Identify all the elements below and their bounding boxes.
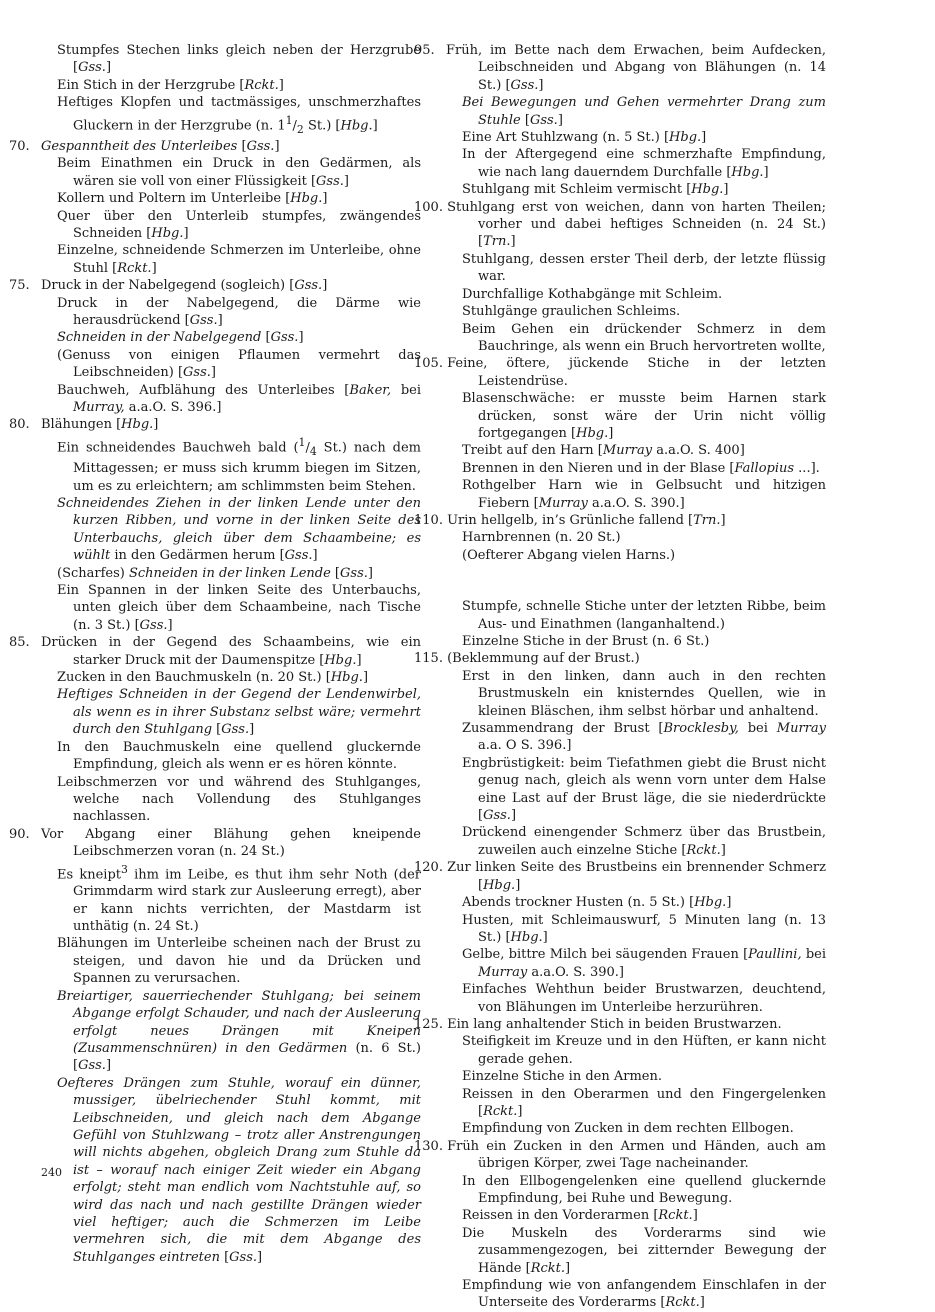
symptom-entry: (Scharfes) Schneiden in der linken Lende [Gss.] — [57, 565, 373, 581]
symptom-entry: Drückend einengender Schmerz über das Brustbein, zuweilen auch einzelne Stiche [Rckt.] — [462, 825, 826, 858]
symptom-entry: In der Aftergegend eine schmerzhafte Empfindung, wie nach lang dauerndem Durchfalle [Hbg.] — [462, 147, 826, 180]
symptom-entry: Bei Bewegungen und Gehen vermehrter Drang zum Stuhle [Gss.] — [462, 95, 826, 128]
symptom-entry: Abends trockner Husten (n. 5 St.) [Hbg.] — [462, 895, 732, 911]
symptom-entry: Einzelne Stiche in der Brust (n. 6 St.) — [462, 634, 710, 649]
symptom-entry: Stumpfe, schnelle Stiche unter der letzten Ribbe, beim Aus- und Einathmen (langanhaltend.) — [462, 599, 826, 632]
symptom-entry: 80. Blähungen [Hbg.] — [9, 417, 159, 433]
entry-number: 115. — [414, 651, 448, 667]
right-column — [414, 42, 827, 1312]
symptom-entry: Zusammendrang der Brust [Brocklesby, bei Murray a.a. O S. 396.] — [462, 721, 827, 754]
symptom-entry: Quer über den Unterleib stumpfes, zwängendes Schneiden [Hbg.] — [57, 208, 421, 241]
symptom-entry: Empfindung wie von anfangendem Einschlafen in der Unterseite des Vorderarms [Rckt.] — [462, 1278, 826, 1311]
symptom-entry: Beim Gehen ein drückender Schmerz in dem Bauchringe, als wenn ein Bruch hervortreten wollte, — [462, 321, 826, 354]
symptom-entry: Bauchweh, Aufblähung des Unterleibes [Baker, bei Murray, a.a.O. S. 396.] — [57, 382, 422, 416]
symptom-entry: Breiartiger, sauerriechender Stuhlgang; bei seinem Abgange erfolgt Schauder, und nach der Ausleerung erfolgt neues Drängen mit Kneipen (Zusammenschnüren) in den Gedärmen (n. 6 St.) [Gss.] — [57, 988, 421, 1074]
section-gap — [446, 564, 826, 598]
symptom-entry: Stuhlgänge graulichen Schleims. — [462, 304, 681, 320]
symptom-entry: Stumpfes Stechen links gleich neben der Herzgrube [Gss.] — [57, 43, 421, 76]
symptom-entry: Heftiges Klopfen und tactmässiges, unschmerzhaftes Gluckern in der Herzgrube (n. $1^1/_2$ St.) [Hbg.] — [57, 95, 421, 136]
symptom-entry: 70. Gespanntheit des Unterleibes [Gss.] — [9, 138, 280, 154]
symptom-entry: (Genuss von einigen Pflaumen vermehrt das Leibschneiden) [Gss.] — [57, 347, 421, 381]
symptom-entry: Harnbrennen (n. 20 St.) — [462, 530, 621, 546]
symptom-entry: 90. Vor Abgang einer Blähung gehen kneipende Leibschmerzen voran (n. 24 St.) — [9, 826, 421, 860]
symptom-entry: Schneiden in der Nabelgegend [Gss.] — [57, 330, 304, 346]
symptom-entry: Es kneipt$^3$ ihm im Leibe, es thut ihm sehr Noth (der Grimmdarm wird stark zur Ausleerung erregt), aber er kann nichts verrichten, der Mastdarm ist unthätig (n. 24 St.) — [57, 862, 421, 935]
symptom-entry: Leibschmerzen vor und während des Stuhlganges, welche nach Vollendung des Stuhlganges nachlassen. — [57, 774, 421, 825]
symptom-entry: 85. Drücken in der Gegend des Schaambeins, wie ein starker Druck mit der Daumenspitze [Hbg.] — [9, 635, 421, 668]
entry-number: 105. — [414, 356, 448, 372]
symptom-entry: 130. Früh ein Zucken in den Armen und Händen, auch am übrigen Körper, zwei Tage nacheinander. — [414, 1138, 826, 1172]
symptom-entry: 100. Stuhlgang erst von weichen, dann von harten Theilen; vorher und dabei heftiges Schneiden (n. 24 St.) [Trn.] — [414, 199, 826, 250]
symptom-entry: Treibt auf den Harn [Murray a.a.O. S. 400] — [462, 443, 745, 459]
symptom-entry: 125. Ein lang anhaltender Stich in beiden Brustwarzen. — [414, 1016, 782, 1032]
symptom-entry: 110. Urin hellgelb, in’s Grünliche fallend [Trn.] — [414, 512, 726, 528]
symptom-entry: 120. Zur linken Seite des Brustbeins ein brennender Schmerz [Hbg.] — [414, 860, 826, 893]
symptom-entry: Empfindung von Zucken in dem rechten Ellbogen. — [462, 1121, 794, 1137]
symptom-entry: Husten, mit Schleimauswurf, 5 Minuten lang (n. 13 St.) [Hbg.] — [462, 912, 826, 945]
symptom-entry: 95. Früh, im Bette nach dem Erwachen, beim Aufdecken, Leibschneiden und Abgang von Blähungen (n. 14 St.) [Gss.] — [414, 43, 826, 93]
symptom-entry: Druck in der Nabelgegend, die Därme wie herausdrückend [Gss.] — [57, 295, 421, 329]
symptom-entry: Einzelne Stiche in den Armen. — [462, 1069, 662, 1085]
symptom-entry: Heftiges Schneiden in der Gegend der Lendenwirbel, als wenn es in ihrer Substanz selbst wäre; vermehrt durch den Stuhlgang [Gss.] — [57, 687, 421, 738]
symptom-entry: Die Muskeln des Vorderarms sind wie zusammengezogen, bei zitternder Bewegung der Hände [Rckt.] — [462, 1225, 826, 1276]
symptom-entry: Durchfallige Kothabgänge mit Schleim. — [462, 286, 723, 302]
entry-number: 120. — [414, 860, 448, 876]
symptom-entry: Engbrüstigkeit: beim Tiefathmen giebt die Brust nicht genug nach, gleich als wenn vorn unter dem Halse eine Last auf der Brust läge, die sie niederdrückte [Gss.] — [462, 755, 826, 824]
symptom-entry: Reissen in den Vorderarmen [Rckt.] — [462, 1208, 698, 1224]
symptom-entry: In den Ellbogengelenken eine quellend gluckernde Empfindung, bei Ruhe und Bewegung. — [462, 1173, 826, 1206]
symptom-entry: Rothgelber Harn wie in Gelbsucht und hitzigen Fiebern [Murray a.a.O. S. 390.] — [462, 478, 826, 511]
left-column — [9, 42, 422, 1266]
symptom-entry: Ein schneidendes Bauchweh bald ($^1/_4$ St.) nach dem Mittagessen; er muss sich krumm biegen im Sitzen, um es zu erleichtern; am schlimmsten beim Stehen. — [57, 435, 421, 494]
symptom-entry: Ein Spannen in der linken Seite des Unterbauchs, unten gleich über dem Schaambeine, nach Tische (n. 3 St.) [Gss.] — [57, 583, 421, 633]
symptom-entry: 105. Feine, öftere, jückende Stiche in der letzten Leistendrüse. — [414, 356, 826, 389]
symptom-entry: Zucken in den Bauchmuskeln (n. 20 St.) [Hbg.] — [57, 670, 369, 686]
symptom-entry: Brennen in den Nieren und in der Blase [Fallopius ...]. — [462, 460, 820, 476]
symptom-entry: Steifigkeit im Kreuze und in den Hüften, er kann nicht gerade gehen. — [462, 1034, 826, 1067]
symptom-entry: Reissen in den Oberarmen und den Fingergelenken [Rckt.] — [462, 1086, 826, 1119]
symptom-entry: Stuhlgang, dessen erster Theil derb, der letzte flüssig war. — [462, 251, 826, 285]
symptom-entry: Gelbe, bittre Milch bei säugenden Frauen [Paullini, bei Murray a.a.O. S. 390.] — [462, 947, 827, 980]
symptom-entry: Stuhlgang mit Schleim vermischt [Hbg.] — [462, 182, 729, 198]
entry-number: 125. — [414, 1016, 448, 1032]
symptom-entry: Oefteres Drängen zum Stuhle, worauf ein dünner, mussiger, übelriechender Stuhl kommt, mit Leibschneiden, und gleich nach dem Abgange Gefühl von Stuhlzwang – trotz aller Anstrengungen will nichts abgehen, obgleich Drang zum Stuhle da ist – worauf nach einiger Zeit wieder ein Abgang erfolgt; steht man endlich vom Nachtstuhle auf, so wird das nach und nach gestillte Drängen wieder viel heftiger; auch die Schmerzen im Leibe vermehren sich, die mit dem Abgange des Stuhlganges eintreten [Gss.] — [57, 1075, 421, 1265]
symptom-entry: Blähungen im Unterleibe scheinen nach der Brust zu steigen, und davon hie und da Drücken und Spannen zu verursachen. — [57, 936, 421, 987]
entry-number: 130. — [414, 1138, 448, 1154]
symptom-entry: Blasenschwäche: er musste beim Harnen stark drücken, sonst wäre der Urin nicht völlig fortgegangen [Hbg.] — [462, 391, 826, 441]
symptom-entry: Einzelne, schneidende Schmerzen im Unterleibe, ohne Stuhl [Rckt.] — [57, 243, 421, 276]
symptom-entry: In den Bauchmuskeln eine quellend gluckernde Empfindung, gleich als wenn er es hören könnte. — [57, 739, 421, 773]
page-number: 240 — [41, 1166, 62, 1179]
entry-number: 100. — [414, 199, 448, 215]
symptom-entry: Eine Art Stuhlzwang (n. 5 St.) [Hbg.] — [462, 130, 707, 146]
symptom-entry: Beim Einathmen ein Druck in den Gedärmen, als wären sie voll von einer Flüssigkeit [Gss.] — [57, 156, 421, 189]
symptom-entry: Kollern und Poltern im Unterleibe [Hbg.] — [57, 191, 328, 207]
symptom-entry: Ein Stich in der Herzgrube [Rckt.] — [57, 77, 284, 93]
symptom-entry: Einfaches Wehthun beider Brustwarzen, deuchtend, von Blähungen im Unterleibe herzurühren. — [462, 982, 826, 1015]
entry-number: 110. — [414, 512, 448, 528]
symptom-entry: 115. (Beklemmung auf der Brust.) — [414, 651, 640, 667]
symptom-entry: Erst in den linken, dann auch in den rechten Brustmuskeln ein knisterndes Quellen, wie in kleinen Bläschen, ihm selbst hörbar und anhaltend. — [462, 668, 826, 719]
symptom-entry: Schneidendes Ziehen in der linken Lende unter den kurzen Ribben, und vorne in der linken Seite des Unterbauchs, gleich über dem Schaambeine; es wühlt in den Gedärmen herum [Gss.] — [57, 496, 421, 564]
symptom-entry: (Oefterer Abgang vielen Harns.) — [462, 547, 676, 563]
symptom-entry: 75. Druck in der Nabelgegend (sogleich) [Gss.] — [9, 278, 328, 294]
